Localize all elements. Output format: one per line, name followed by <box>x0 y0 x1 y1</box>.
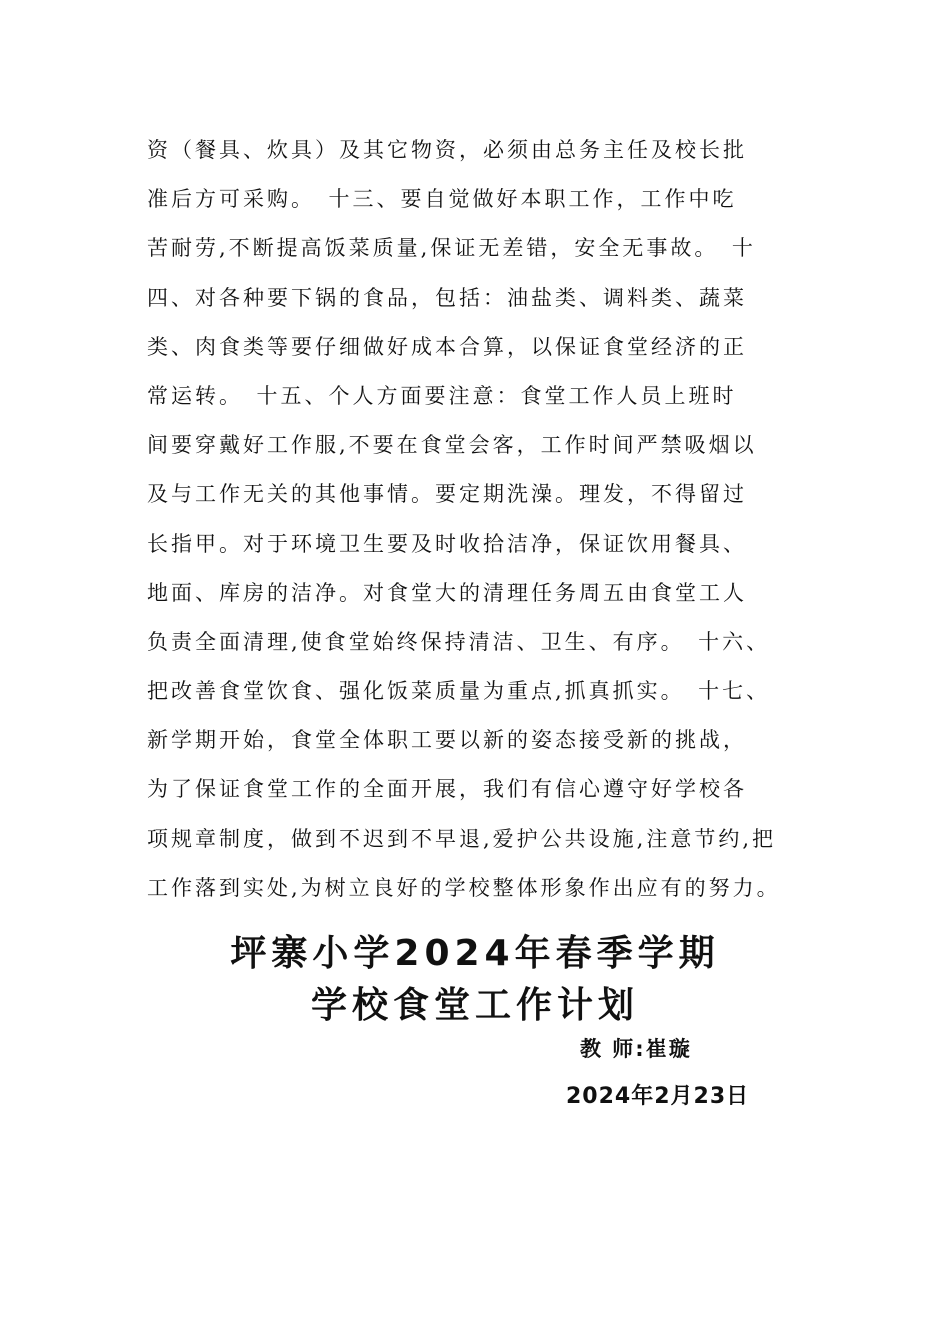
body-line: 准后方可采购。 十三、要自觉做好本职工作，工作中吃 <box>147 187 737 212</box>
body-line: 把改善食堂饮食、强化饭菜质量为重点,抓真抓实。 十七、 <box>147 679 771 704</box>
body-line: 长指甲。对于环境卫生要及时收拾洁净，保证饮用餐具、 <box>147 531 747 556</box>
body-line: 资（餐具、炊具）及其它物资，必须由总务主任及校长批 <box>147 138 747 162</box>
body-line: 及与工作无关的其他事情。要定期洗澡。理发，不得留过 <box>147 482 747 507</box>
body-line: 负责全面清理,使食堂始终保持清洁、卫生、有序。 十六、 <box>147 629 771 654</box>
body-text <box>147 126 827 913</box>
body-line: 四、对各种要下锅的食品，包括：油盐类、调料类、蔬菜 <box>147 285 747 310</box>
teacher-signature: 教 师:崔璇 <box>580 1037 692 1061</box>
document-title-line-2: 学校食堂工作计划 <box>310 985 639 1026</box>
body-line: 工作落到实处,为树立良好的学校整体形象作出应有的努力。 <box>147 875 781 900</box>
body-line: 苦耐劳,不断提高饭菜质量,保证无差错，安全无事故。 十 <box>147 236 756 261</box>
body-line: 常运转。 十五、个人方面要注意：食堂工作人员上班时 <box>147 383 737 408</box>
document-date: 2024年2月23日 <box>566 1084 750 1109</box>
body-line: 间要穿戴好工作服,不要在食堂会客，工作时间严禁吸烟以 <box>147 433 757 458</box>
body-line: 地面、库房的洁净。对食堂大的清理任务周五由食堂工人 <box>147 580 747 605</box>
body-line: 项规章制度，做到不迟到不早退,爱护公共设施,注意节约,把 <box>147 826 777 851</box>
body-line: 为了保证食堂工作的全面开展，我们有信心遵守好学校各 <box>147 777 747 802</box>
document-title-line-1: 坪寨小学2024年春季学期 <box>230 933 720 974</box>
body-line: 类、肉食类等要仔细做好成本合算，以保证食堂经济的正 <box>147 334 747 359</box>
body-line: 新学期开始，食堂全体职工要以新的姿态接受新的挑战， <box>147 728 747 753</box>
